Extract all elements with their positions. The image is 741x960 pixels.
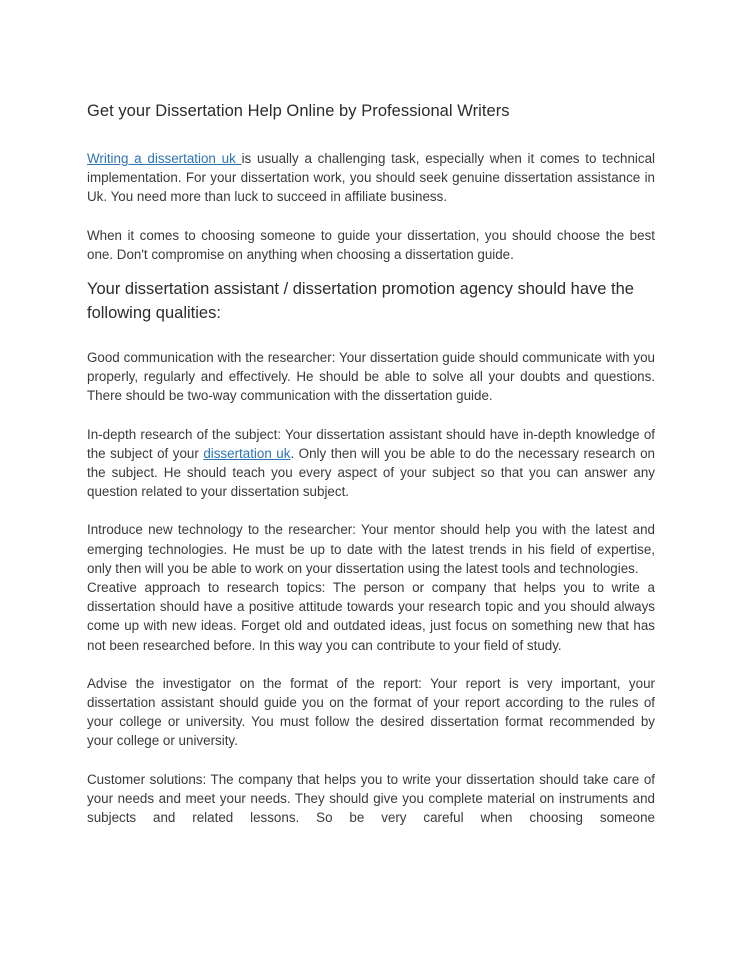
choosing-guide-paragraph: When it comes to choosing someone to guide your dissertation, you should choose the best one. Don't compromise on anything when choosing a dissertation guide. [87,227,655,262]
document-body [87,102,655,827]
qualities-heading: Your dissertation assistant / dissertation promotion agency should have the following qualities: [87,280,634,323]
customer-paragraph: Customer solutions: The company that helps you to write your dissertation should take care of your needs and meet your needs. They should give you complete material on instruments and subjects and related lessons. So be very careful when choosing someone [87,771,655,826]
creative-paragraph: Creative approach to research topics: The person or company that helps you to write a dissertation should have a positive attitude towards your research topic and you should always come up with new ideas. Forget old and outdated ideas, just focus on something new that has not been researched before. In this way you can contribute to your field of study. [87,580,655,653]
intro-text: is usually a challenging task, especially when it comes to technical implementation. For your dissertation work, you should seek genuine dissertation assistance in Uk. You need more than luck to succeed in affiliate business. [87,151,656,205]
page-title: Get your Dissertation Help Online by Professional Writers [87,102,510,120]
format-paragraph: Advise the investigator on the format of the report: Your report is very important, your dissertation assistant should guide you on the format of your report according to the rules of your college or university. You must follow the desired dissertation format recommended by your college or university. [87,675,655,749]
communication-paragraph: Good communication with the researcher: Your dissertation guide should communicate with you properly, regularly and effectively. He should be able to solve all your doubts and questions. There should be two-way communication with the dissertation guide. [87,350,655,404]
research-text-after: . Only then will you be able to do the necessary research on the subject. He should teach you every aspect of your subject so that you can answer any question related to your dissertation subject. [87,445,656,500]
research-paragraph [87,425,655,502]
intro-paragraph [87,149,655,207]
writing-dissertation-link[interactable]: Writing a dissertation uk [87,151,242,166]
research-text-before: In-depth research of the subject: Your dissertation assistant should have in-depth knowledge of the subject of your [87,426,655,461]
dissertation-uk-link[interactable]: dissertation uk [203,445,291,461]
technology-paragraph: Introduce new technology to the researcher: Your mentor should help you with the latest and emerging technologies. He must be up to date with the latest trends in his field of expertise, only then will you be able to work on your dissertation using the latest tools and technologies. [87,522,655,576]
